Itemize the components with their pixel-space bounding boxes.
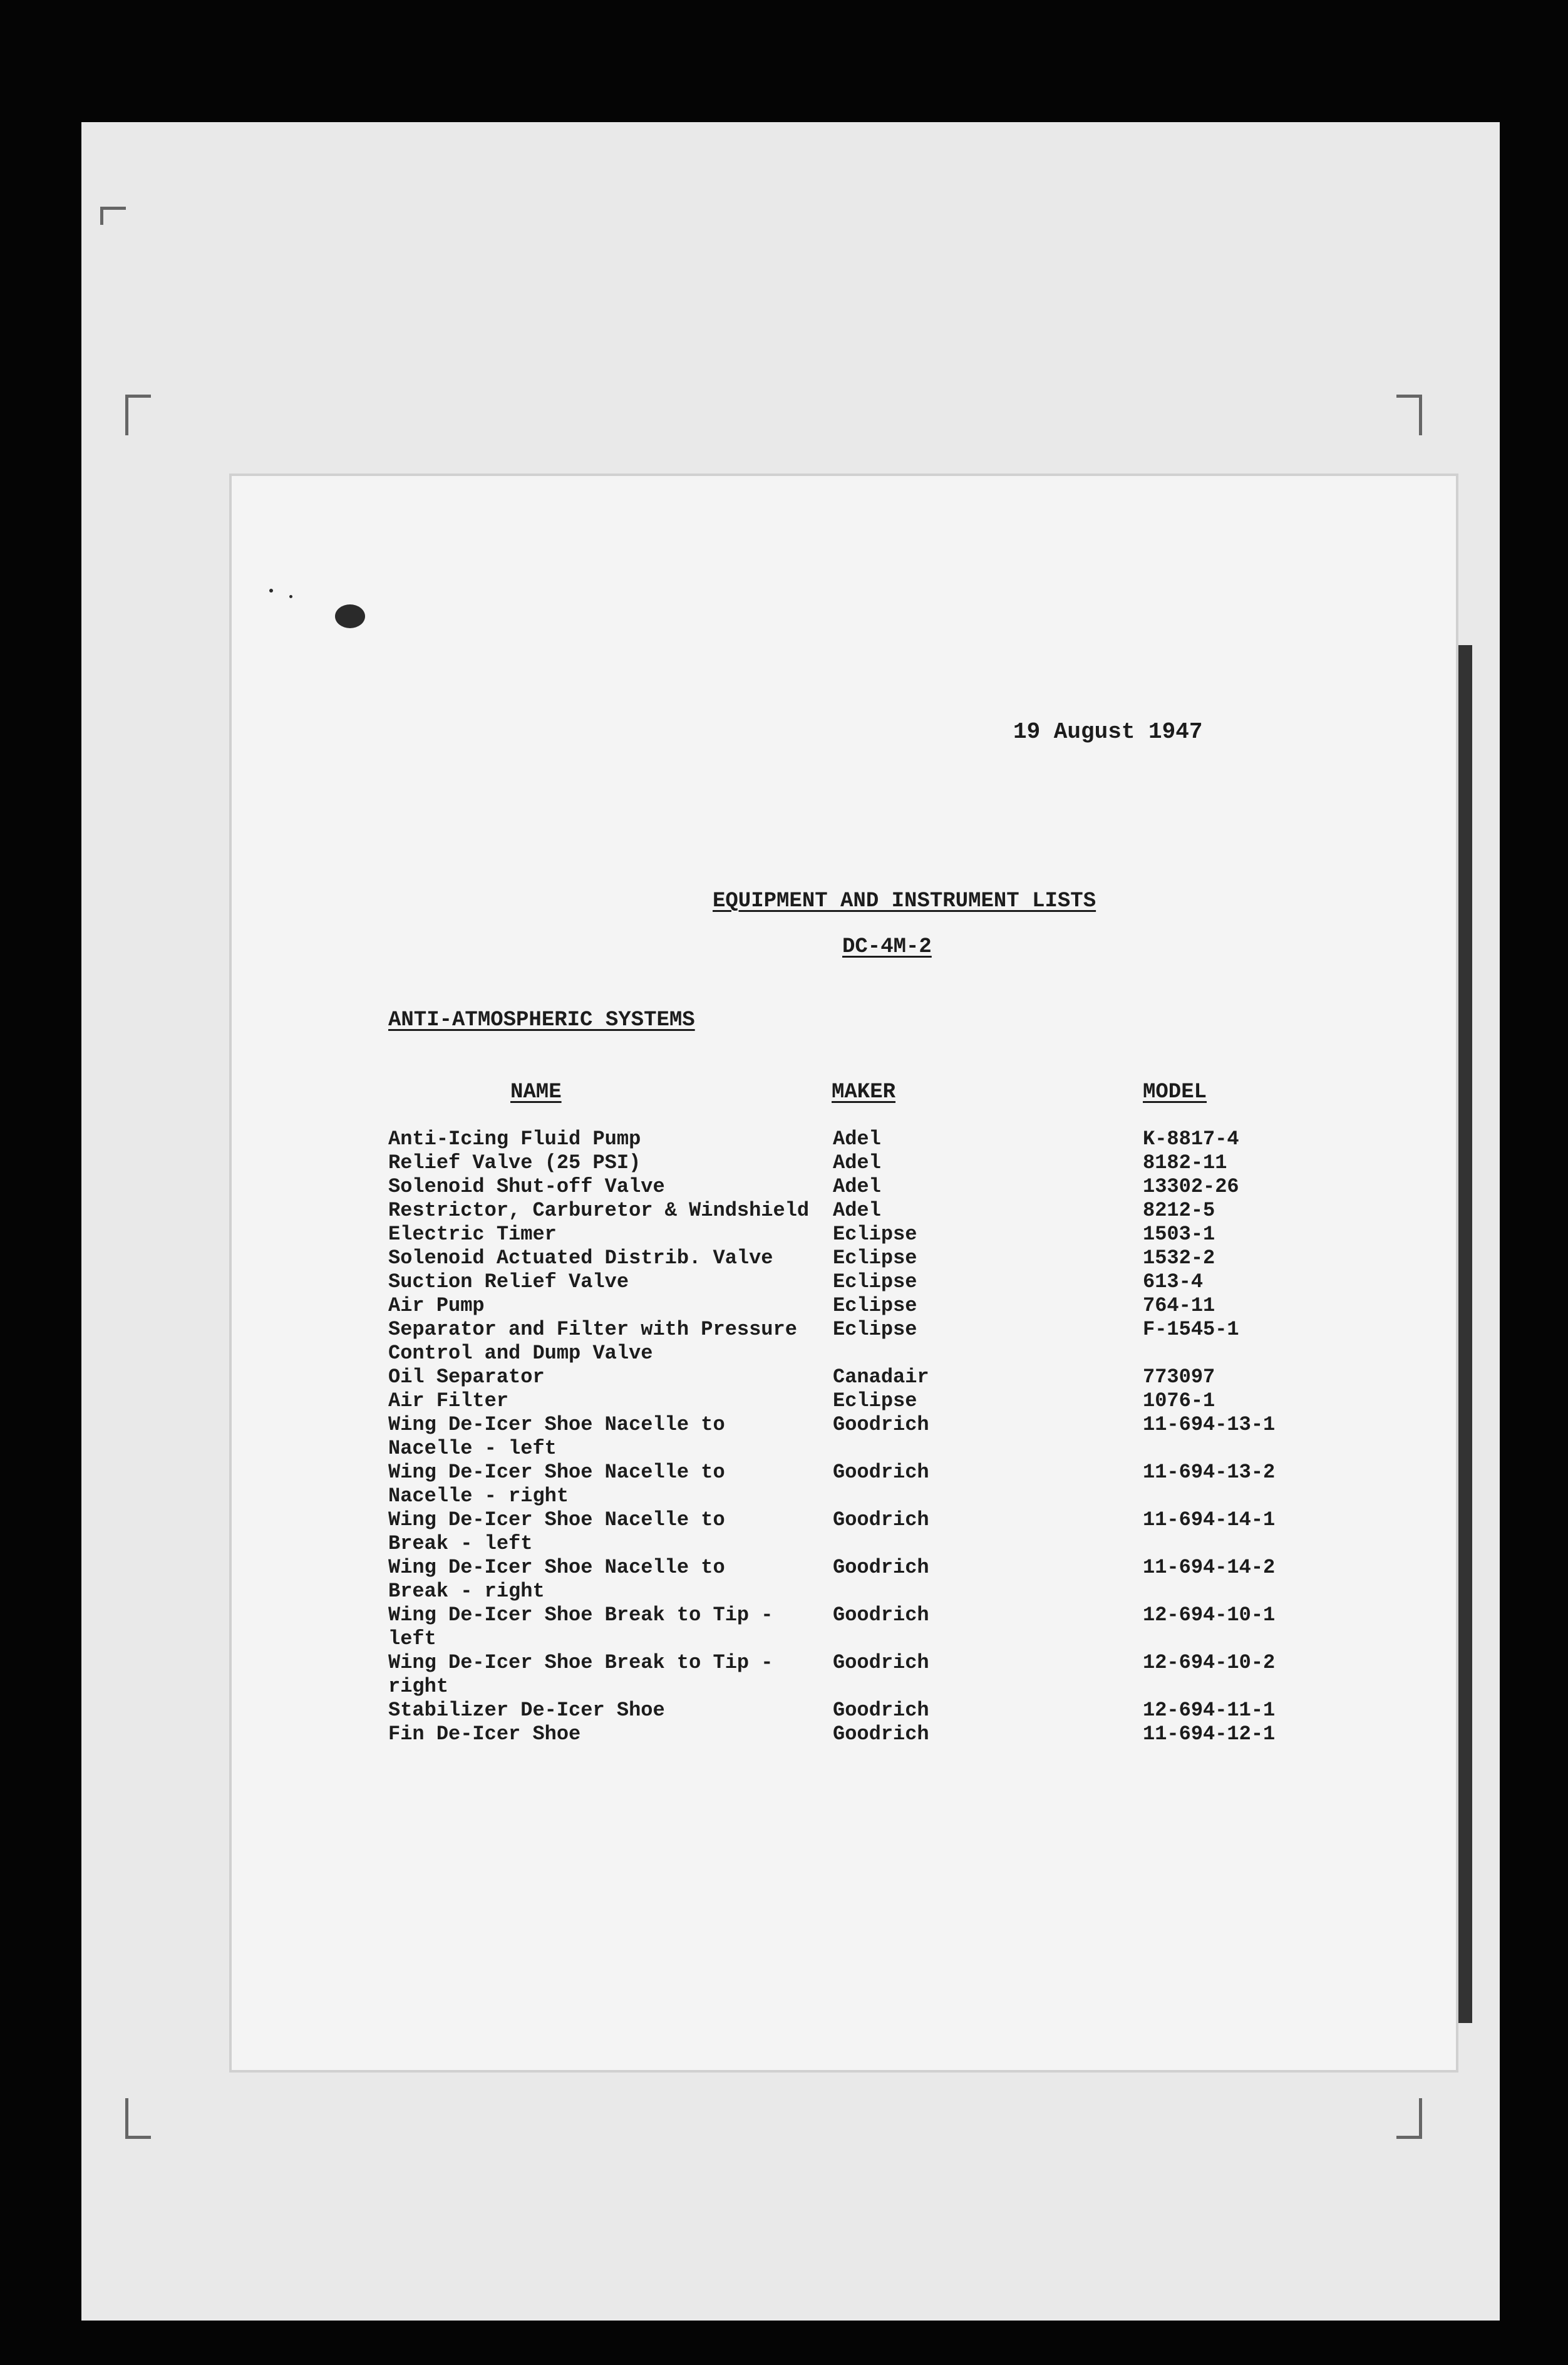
column-header-maker: MAKER: [832, 1080, 896, 1104]
row-model: 613-4: [1143, 1270, 1204, 1293]
row-name: Solenoid Shut-off Valve: [388, 1175, 665, 1198]
row-model: 13302-26: [1143, 1175, 1239, 1198]
row-model: 1076-1: [1143, 1389, 1215, 1412]
row-name: Electric Timer: [388, 1223, 557, 1246]
table-row: [388, 1151, 1390, 1175]
row-model: 1532-2: [1143, 1246, 1215, 1270]
section-heading: ANTI-ATMOSPHERIC SYSTEMS: [388, 1008, 695, 1032]
row-name: Wing De-Icer Shoe Nacelle to Break - right: [388, 1556, 725, 1603]
table-row: [388, 1461, 1390, 1508]
table-row: [388, 1175, 1390, 1199]
row-name: Suction Relief Valve: [388, 1270, 629, 1293]
table-row: [388, 1651, 1390, 1699]
row-maker: Goodrich: [833, 1651, 929, 1674]
table-row: [388, 1294, 1390, 1318]
row-model: 12-694-10-2: [1143, 1651, 1276, 1674]
row-name: Separator and Filter with Pressure Control and Dump Valve: [388, 1318, 797, 1365]
row-name: Wing De-Icer Shoe Nacelle to Nacelle - left: [388, 1413, 725, 1460]
table-row: [388, 1270, 1390, 1294]
column-header-name: NAME: [510, 1080, 562, 1104]
crop-mark-top-left: [125, 395, 151, 435]
row-name: Solenoid Actuated Distrib. Valve: [388, 1246, 773, 1270]
row-model: 11-694-13-1: [1143, 1413, 1276, 1436]
row-maker: Goodrich: [833, 1722, 929, 1746]
table-row: [388, 1413, 1390, 1461]
row-model: K-8817-4: [1143, 1127, 1239, 1151]
row-name: Wing De-Icer Shoe Nacelle to Nacelle - right: [388, 1461, 725, 1508]
table-row: [388, 1508, 1390, 1556]
table-row: [388, 1699, 1390, 1722]
document-title: EQUIPMENT AND INSTRUMENT LISTS: [713, 889, 1096, 913]
row-name: Fin De-Icer Shoe: [388, 1722, 581, 1746]
table-row: [388, 1389, 1390, 1413]
row-maker: Goodrich: [833, 1556, 929, 1579]
column-header-model: MODEL: [1143, 1080, 1207, 1104]
crop-mark-top-right: [1396, 395, 1422, 435]
table-row: [388, 1556, 1390, 1603]
row-maker: Goodrich: [833, 1603, 929, 1627]
table-row: [388, 1722, 1390, 1746]
row-maker: Eclipse: [833, 1294, 917, 1317]
table-row: [388, 1223, 1390, 1246]
row-maker: Adel: [833, 1127, 881, 1151]
table-row: [388, 1365, 1390, 1389]
row-maker: Eclipse: [833, 1246, 917, 1270]
row-model: 11-694-12-1: [1143, 1722, 1276, 1746]
row-maker: Goodrich: [833, 1461, 929, 1484]
row-maker: Goodrich: [833, 1699, 929, 1722]
crop-mark-bottom-left: [125, 2098, 151, 2139]
row-name: Oil Separator: [388, 1365, 545, 1389]
row-model: 12-694-10-1: [1143, 1603, 1276, 1627]
row-model: 773097: [1143, 1365, 1215, 1389]
document-sheet: [232, 476, 1456, 2070]
row-name: Restrictor, Carburetor & Windshield: [388, 1199, 810, 1222]
row-name: Anti-Icing Fluid Pump: [388, 1127, 641, 1151]
row-model: 8182-11: [1143, 1151, 1227, 1174]
row-model: 1503-1: [1143, 1223, 1215, 1246]
row-name: Relief Valve (25 PSI): [388, 1151, 641, 1174]
table-row: [388, 1318, 1390, 1365]
equipment-table: [388, 1127, 1390, 1746]
row-maker: Goodrich: [833, 1508, 929, 1531]
row-maker: Eclipse: [833, 1389, 917, 1412]
row-model: 12-694-11-1: [1143, 1699, 1276, 1722]
row-maker: Eclipse: [833, 1270, 917, 1293]
row-model: 11-694-14-2: [1143, 1556, 1276, 1579]
row-name: Wing De-Icer Shoe Break to Tip - left: [388, 1603, 773, 1650]
table-row: [388, 1199, 1390, 1223]
row-maker: Eclipse: [833, 1223, 917, 1246]
dust-speck: [269, 589, 273, 593]
dust-speck: [289, 595, 292, 598]
ink-blot-mark: [335, 604, 365, 628]
crop-mark-bottom-right: [1396, 2098, 1422, 2139]
row-name: Air Pump: [388, 1294, 485, 1317]
document-date: 19 August 1947: [1013, 719, 1203, 745]
row-name: Wing De-Icer Shoe Nacelle to Break - left: [388, 1508, 725, 1555]
row-name: Wing De-Icer Shoe Break to Tip - right: [388, 1651, 773, 1698]
row-model: 8212-5: [1143, 1199, 1215, 1222]
row-name: Stabilizer De-Icer Shoe: [388, 1699, 665, 1722]
row-maker: Canadair: [833, 1365, 929, 1389]
table-row: [388, 1246, 1390, 1270]
row-name: Air Filter: [388, 1389, 509, 1412]
row-maker: Adel: [833, 1151, 881, 1174]
table-row: [388, 1127, 1390, 1151]
document-subtitle: DC-4M-2: [842, 935, 932, 959]
row-maker: Adel: [833, 1199, 881, 1222]
table-row: [388, 1603, 1390, 1651]
row-model: 11-694-14-1: [1143, 1508, 1276, 1531]
row-maker: Adel: [833, 1175, 881, 1198]
row-model: 11-694-13-2: [1143, 1461, 1276, 1484]
row-model: 764-11: [1143, 1294, 1215, 1317]
crop-mark-top-left-outer: [100, 207, 126, 225]
row-maker: Eclipse: [833, 1318, 917, 1341]
row-maker: Goodrich: [833, 1413, 929, 1436]
row-model: F-1545-1: [1143, 1318, 1239, 1341]
